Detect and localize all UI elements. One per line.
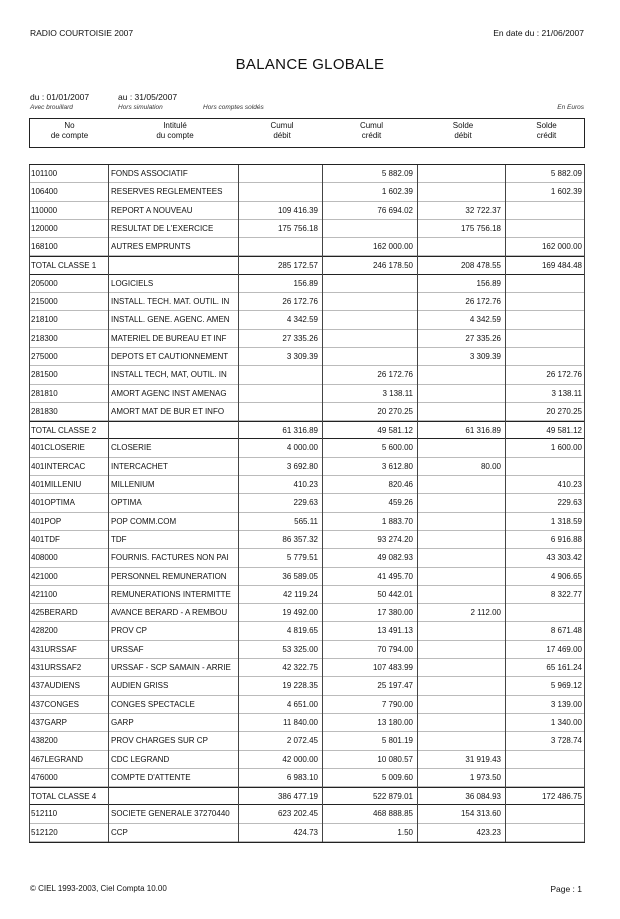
cell-cumul-debit: 4 819.65 [286, 626, 318, 636]
table-row [29, 641, 585, 659]
cell-account-no: 476000 [31, 772, 58, 782]
table-row [29, 311, 585, 329]
total-row [29, 787, 585, 805]
cell-cumul-credit: 5 801.19 [381, 736, 413, 746]
cell-solde-credit: 6 916.88 [550, 534, 582, 544]
software-credit: © CIEL 1993-2003, Ciel Compta 10.00 [30, 884, 167, 893]
cell-account-no: 401INTERCAC [31, 461, 86, 471]
cell-solde-debit [418, 513, 504, 530]
cell-account-no: 401TDF [31, 534, 60, 544]
table-row [29, 458, 585, 476]
cell-cumul-credit: 20 270.25 [377, 406, 413, 416]
table-row [29, 275, 585, 293]
cell-solde-credit [506, 604, 585, 621]
cell-cumul-debit: 42 119.24 [283, 589, 318, 599]
cell-solde-debit [418, 183, 504, 200]
cell-solde-credit: 1 340.00 [550, 717, 582, 727]
cell-cumul-debit: 5 779.51 [286, 553, 318, 563]
col-header-solde-credit: Solde crédit [536, 121, 557, 140]
cell-cumul-debit [239, 183, 321, 200]
cell-account-label: REPORT A NOUVEAU [111, 205, 193, 215]
cell-account-no: 401MILLENIU [31, 480, 82, 490]
cell-solde-credit [506, 769, 585, 786]
cell-account-no: 106400 [31, 187, 58, 197]
cell-solde-debit: 175 756.18 [460, 223, 501, 233]
cell-cumul-credit: 7 790.00 [381, 699, 413, 709]
col-header-solde-debit: Solde débit [452, 121, 474, 140]
column-divider [29, 165, 30, 842]
cell-cumul-credit: 70 794.00 [377, 644, 413, 654]
cell-solde-credit: 17 469.00 [546, 644, 582, 654]
cell-solde-credit: 4 906.65 [550, 571, 582, 581]
cell-account-label: AUDIEN GRISS [111, 681, 169, 691]
cell-cumul-credit [323, 293, 416, 310]
cell-cumul-credit: 3 612.80 [381, 461, 413, 471]
table-row [29, 549, 585, 567]
cell-solde-credit: 43 303.42 [546, 553, 582, 563]
cell-account-no: 110000 [31, 205, 58, 215]
cell-solde-debit [418, 476, 504, 493]
table-row [29, 403, 585, 421]
col-header-account-label: Intitulé du compte [156, 121, 194, 140]
cell-solde-debit [418, 641, 504, 658]
cell-solde-credit: 3 728.74 [550, 736, 582, 746]
cell-cumul-debit: 61 316.89 [282, 426, 318, 436]
cell-solde-debit [418, 238, 504, 255]
cell-cumul-debit: 4 342.59 [286, 315, 318, 325]
cell-account-no: 438200 [31, 736, 58, 746]
table-row [29, 769, 585, 787]
cell-account-no: 218100 [31, 315, 58, 325]
cell-account-label: INSTALL. TECH. MAT. OUTIL. IN [111, 297, 230, 307]
cell-cumul-credit [323, 220, 416, 237]
cell-solde-credit: 8 671.48 [550, 626, 582, 636]
column-divider [322, 165, 323, 842]
cell-account-label: CLOSERIE [111, 443, 152, 453]
column-divider [505, 165, 506, 842]
cell-solde-debit: 208 478.55 [460, 261, 501, 271]
cell-account-label: INSTALL TECH, MAT, OUTIL. IN [111, 370, 227, 380]
cell-account-label: FONDS ASSOCIATIF [111, 169, 188, 178]
cell-account-label: TDF [111, 534, 127, 544]
cell-account-label: PERSONNEL REMUNERATION [111, 571, 227, 581]
cell-cumul-credit: 50 442.01 [377, 589, 413, 599]
cell-account-no: 425BERARD [31, 608, 78, 618]
cell-cumul-credit: 76 694.02 [377, 205, 413, 215]
cell-cumul-debit: 36 589.05 [282, 571, 318, 581]
cell-cumul-credit: 10 080.57 [377, 754, 413, 764]
cell-cumul-debit: 386 477.19 [277, 792, 318, 802]
cell-solde-credit: 8 322.77 [550, 589, 582, 599]
cell-solde-debit [418, 659, 504, 676]
table-row [29, 165, 585, 183]
cell-cumul-debit: 53 325.00 [282, 644, 318, 654]
cell-solde-credit: 26 172.76 [546, 370, 582, 380]
cell-account-label: OPTIMA [111, 498, 142, 508]
cell-solde-debit: 154 313.60 [460, 809, 501, 819]
cell-account-label: INSTALL. GENE. AGENC. AMEN [111, 315, 230, 325]
cell-cumul-credit: 246 178.50 [372, 261, 413, 271]
cell-cumul-debit: 3 309.39 [286, 351, 318, 361]
currency-label: En Euros [557, 104, 584, 111]
cell-cumul-credit: 41 495.70 [377, 571, 413, 581]
cell-solde-debit [418, 385, 504, 402]
period-to: au : 31/05/2007 [118, 92, 178, 102]
balance-table [29, 164, 585, 843]
cell-account-no: 512110 [31, 809, 58, 819]
cell-account-label: REMUNERATIONS INTERMITTE [111, 589, 231, 599]
table-row [29, 238, 585, 256]
cell-account-no: TOTAL CLASSE 1 [31, 261, 97, 271]
cell-solde-credit: 229.63 [557, 498, 582, 508]
cell-account-label: PROV CHARGES SUR CP [111, 736, 208, 746]
cell-account-no: 428200 [31, 626, 58, 636]
cell-account-label: CDC LEGRAND [111, 754, 170, 764]
cell-cumul-credit [323, 311, 416, 328]
cell-cumul-debit [239, 385, 321, 402]
cell-cumul-debit: 109 416.39 [277, 205, 318, 215]
cell-solde-debit [418, 586, 504, 603]
cell-cumul-credit [323, 348, 416, 365]
table-row [29, 604, 585, 622]
table-row [29, 330, 585, 348]
cell-account-label: AVANCE BERARD - A REMBOU [111, 608, 228, 618]
cell-solde-debit [418, 494, 504, 511]
cell-solde-debit [418, 439, 504, 456]
cell-account-no: 437CONGES [31, 699, 80, 709]
cell-cumul-credit: 820.46 [388, 480, 413, 490]
cell-cumul-credit: 1.50 [397, 827, 413, 837]
table-row [29, 751, 585, 769]
cell-solde-debit: 1 973.50 [469, 772, 501, 782]
cell-solde-debit: 156.89 [476, 278, 501, 288]
cell-account-label: RESULTAT DE L'EXERCICE [111, 223, 214, 233]
cell-account-no: 431URSSAF [31, 644, 77, 654]
cell-cumul-credit: 5 882.09 [381, 169, 413, 178]
table-row [29, 714, 585, 732]
col-header-account-no: No de compte [50, 121, 89, 140]
cell-cumul-credit: 17 380.00 [377, 608, 413, 618]
cell-cumul-credit: 93 274.20 [377, 534, 413, 544]
cell-account-no: TOTAL CLASSE 4 [31, 792, 97, 802]
table-row [29, 348, 585, 366]
cell-solde-debit: 423.23 [476, 827, 501, 837]
table-row [29, 202, 585, 220]
page-number: Page : 1 [550, 884, 582, 894]
option-balanced: Hors comptes soldés [203, 104, 264, 111]
cell-solde-credit [506, 220, 585, 237]
cell-cumul-credit [323, 330, 416, 347]
cell-solde-debit [418, 714, 504, 731]
cell-cumul-credit: 1 602.39 [381, 187, 413, 197]
cell-account-no: 401OPTIMA [31, 498, 76, 508]
cell-cumul-debit: 19 492.00 [282, 608, 318, 618]
cell-account-no: 401POP [31, 516, 62, 526]
cell-account-label: AUTRES EMPRUNTS [111, 242, 191, 252]
cell-solde-credit [506, 805, 585, 822]
table-row [29, 476, 585, 494]
cell-account-label: AMORT AGENC INST AMENAG [111, 388, 227, 398]
cell-cumul-credit: 1 883.70 [381, 516, 413, 526]
column-divider [238, 165, 239, 842]
cell-cumul-credit: 468 888.85 [372, 809, 413, 819]
cell-account-no: 467LEGRAND [31, 754, 84, 764]
cell-account-no: 421100 [31, 589, 58, 599]
cell-account-label: AMORT MAT DE BUR ET INFO [111, 406, 225, 416]
table-row [29, 677, 585, 695]
cell-solde-debit: 32 722.37 [465, 205, 501, 215]
cell-account-label: PROV CP [111, 626, 148, 636]
cell-cumul-credit: 13 491.13 [377, 626, 413, 636]
cell-solde-credit: 1 600.00 [550, 443, 582, 453]
total-row [29, 256, 585, 274]
col-header-cumul-credit: Cumul crédit [359, 121, 384, 140]
table-row [29, 531, 585, 549]
table-row [29, 293, 585, 311]
cell-cumul-debit: 229.63 [293, 498, 318, 508]
cell-cumul-credit: 162 000.00 [372, 242, 413, 252]
period-from: du : 01/01/2007 [30, 92, 90, 102]
cell-solde-credit: 49 581.12 [546, 426, 582, 436]
cell-cumul-credit [323, 275, 416, 292]
cell-cumul-credit: 5 009.60 [381, 772, 413, 782]
cell-solde-debit [418, 568, 504, 585]
print-date: En date du : 21/06/2007 [493, 28, 584, 38]
cell-account-no: 168100 [31, 242, 58, 252]
table-row [29, 696, 585, 714]
table-row [29, 220, 585, 238]
cell-cumul-debit [239, 403, 321, 420]
cell-cumul-debit [239, 238, 321, 255]
cell-cumul-credit: 459.26 [388, 498, 413, 508]
table-header [29, 118, 585, 148]
cell-cumul-debit: 565.11 [294, 516, 318, 526]
cell-solde-debit [418, 366, 504, 383]
table-row [29, 385, 585, 403]
cell-cumul-debit: 11 840.00 [283, 717, 318, 727]
table-row [29, 824, 585, 842]
cell-cumul-debit: 42 000.00 [282, 754, 318, 764]
cell-account-label: RESERVES REGLEMENTEES [111, 187, 223, 197]
cell-cumul-debit: 6 983.10 [286, 772, 318, 782]
column-divider [417, 165, 418, 842]
cell-solde-credit: 20 270.25 [546, 406, 582, 416]
cell-account-label: SOCIETE GENERALE 37270440 [111, 809, 230, 819]
cell-account-no: 281810 [31, 388, 58, 398]
total-row [29, 421, 585, 439]
cell-cumul-credit: 25 197.47 [377, 681, 413, 691]
cell-account-label: POP COMM.COM [111, 516, 177, 526]
cell-solde-credit: 3 138.11 [551, 388, 582, 398]
cell-cumul-debit: 623 202.45 [277, 809, 318, 819]
cell-account-no: 408000 [31, 553, 58, 563]
cell-solde-credit: 162 000.00 [541, 242, 582, 252]
column-divider [584, 165, 585, 842]
cell-account-no: 205000 [31, 278, 58, 288]
cell-solde-debit: 36 084.93 [465, 792, 501, 802]
cell-solde-debit [418, 732, 504, 749]
table-row [29, 659, 585, 677]
cell-account-no: 431URSSAF2 [31, 663, 82, 673]
cell-cumul-debit: 19 228.35 [282, 681, 318, 691]
cell-cumul-debit: 285 172.57 [277, 261, 318, 271]
cell-solde-credit: 5 969.12 [550, 681, 582, 691]
cell-account-no: 421000 [31, 571, 58, 581]
table-row [29, 513, 585, 531]
cell-account-no: 401CLOSERIE [31, 443, 85, 453]
cell-cumul-credit: 522 879.01 [372, 792, 413, 802]
cell-cumul-credit: 13 180.00 [377, 717, 413, 727]
cell-solde-debit: 26 172.76 [465, 297, 501, 307]
cell-solde-debit: 80.00 [480, 461, 501, 471]
cell-account-no: 101100 [31, 169, 58, 178]
cell-account-no: 437AUDIENS [31, 681, 80, 691]
cell-account-label: LOGICIELS [111, 278, 154, 288]
cell-cumul-credit: 49 082.93 [377, 553, 413, 563]
cell-cumul-debit: 26 172.76 [282, 297, 318, 307]
cell-cumul-debit: 156.89 [293, 278, 318, 288]
cell-account-no: 437GARP [31, 717, 68, 727]
cell-solde-credit: 65 161.24 [546, 663, 582, 673]
page-title: BALANCE GLOBALE [235, 56, 385, 73]
table-row [29, 366, 585, 384]
table-row [29, 586, 585, 604]
cell-solde-debit [418, 531, 504, 548]
cell-solde-debit [418, 696, 504, 713]
cell-solde-debit: 31 919.43 [465, 754, 501, 764]
cell-account-label: URSSAF [111, 644, 144, 654]
cell-account-label: CCP [111, 827, 128, 837]
cell-solde-debit: 4 342.59 [469, 315, 501, 325]
cell-cumul-debit: 86 357.32 [282, 534, 318, 544]
cell-account-label: COMPTE D'ATTENTE [111, 772, 191, 782]
cell-cumul-debit: 424.73 [293, 827, 318, 837]
cell-cumul-credit: 26 172.76 [377, 370, 413, 380]
cell-solde-debit [418, 403, 504, 420]
cell-cumul-credit: 49 581.12 [377, 426, 413, 436]
table-row [29, 183, 585, 201]
cell-account-no: 275000 [31, 351, 58, 361]
cell-cumul-debit: 410.23 [293, 480, 318, 490]
cell-solde-credit: 1 602.39 [550, 187, 582, 197]
cell-cumul-credit: 5 600.00 [381, 443, 413, 453]
cell-solde-debit: 27 335.26 [465, 333, 501, 343]
col-header-cumul-debit: Cumul débit [270, 121, 294, 140]
cell-solde-credit: 1 318.59 [550, 516, 582, 526]
cell-account-label: CONGES SPECTACLE [111, 699, 195, 709]
cell-cumul-credit: 107 483.99 [372, 663, 413, 673]
cell-solde-credit [506, 330, 585, 347]
cell-solde-credit [506, 824, 585, 841]
cell-solde-credit [506, 311, 585, 328]
cell-cumul-debit: 4 000.00 [286, 443, 318, 453]
cell-solde-debit [418, 677, 504, 694]
cell-solde-credit [506, 751, 585, 768]
cell-cumul-debit: 3 692.80 [286, 461, 318, 471]
cell-account-label: INTERCACHET [111, 461, 168, 471]
cell-cumul-debit [239, 366, 321, 383]
cell-account-no: TOTAL CLASSE 2 [31, 426, 97, 436]
cell-account-no: 218300 [31, 333, 58, 343]
cell-solde-credit [506, 348, 585, 365]
cell-solde-credit: 5 882.09 [550, 169, 582, 178]
table-row [29, 568, 585, 586]
cell-solde-credit [506, 275, 585, 292]
cell-cumul-debit: 27 335.26 [282, 333, 318, 343]
cell-solde-credit: 410.23 [557, 480, 582, 490]
table-row [29, 494, 585, 512]
cell-solde-credit: 169 484.48 [541, 261, 582, 271]
cell-account-no: 512120 [31, 827, 58, 837]
cell-account-no: 281500 [31, 370, 58, 380]
cell-cumul-debit: 2 072.45 [286, 736, 318, 746]
column-divider [108, 165, 109, 842]
option-draft: Avec brouillard [30, 104, 73, 111]
table-row [29, 622, 585, 640]
cell-solde-debit: 3 309.39 [469, 351, 501, 361]
cell-solde-debit [418, 165, 504, 182]
cell-account-label: URSSAF - SCP SAMAIN - ARRIE [111, 663, 231, 673]
cell-cumul-debit: 4 651.00 [286, 699, 318, 709]
cell-solde-credit [506, 458, 585, 475]
cell-cumul-debit [239, 165, 321, 182]
cell-solde-credit: 3 139.00 [550, 699, 582, 709]
table-row [29, 805, 585, 823]
company-name: RADIO COURTOISIE 2007 [30, 28, 134, 38]
cell-solde-credit [506, 293, 585, 310]
cell-solde-debit: 61 316.89 [465, 426, 501, 436]
table-row [29, 439, 585, 457]
cell-account-no: 281830 [31, 406, 58, 416]
cell-solde-debit: 2 112.00 [470, 608, 501, 618]
cell-solde-credit: 172 486.75 [541, 792, 582, 802]
table-row [29, 732, 585, 750]
cell-account-label: MILLENIUM [111, 480, 155, 490]
cell-account-no: 120000 [31, 223, 58, 233]
cell-solde-debit [418, 622, 504, 639]
cell-account-label: GARP [111, 717, 134, 727]
cell-cumul-credit: 3 138.11 [382, 388, 413, 398]
cell-account-label: DEPOTS ET CAUTIONNEMENT [111, 351, 229, 361]
cell-cumul-debit: 175 756.18 [277, 223, 318, 233]
cell-solde-credit [506, 202, 585, 219]
cell-cumul-debit: 42 322.75 [282, 663, 318, 673]
option-simulation: Hors simulation [118, 104, 163, 111]
cell-account-no: 215000 [31, 297, 58, 307]
cell-account-label: FOURNIS. FACTURES NON PAI [111, 553, 229, 563]
cell-account-label: MATERIEL DE BUREAU ET INF [111, 333, 227, 343]
cell-solde-debit [418, 549, 504, 566]
